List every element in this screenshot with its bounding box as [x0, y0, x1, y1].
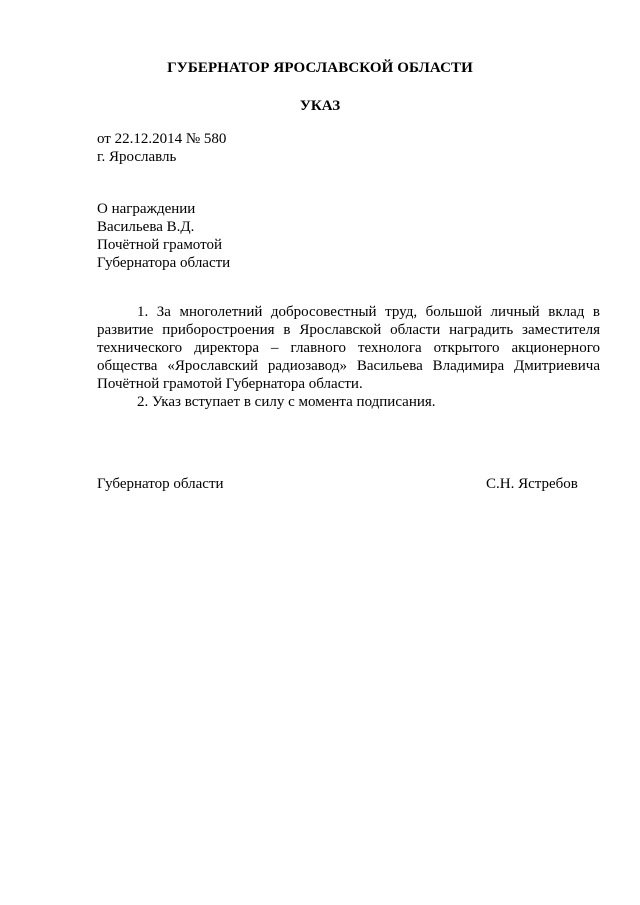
date-number: от 22.12.2014 № 580: [97, 131, 227, 147]
subject-line: Губернатора области: [97, 255, 231, 271]
doc-meta: [97, 130, 226, 166]
subject-line: Васильева В.Д.: [97, 219, 195, 235]
signature-name: С.Н. Ястребов: [486, 476, 578, 492]
doc-body: [97, 303, 600, 411]
org-title: ГУБЕРНАТОР ЯРОСЛАВСКОЙ ОБЛАСТИ: [167, 60, 473, 76]
body-paragraph: 1. За многолетний добросовестный труд, большой личный вклад в развитие приборостроения в Ярославской области наградить заместителя технического директора – главного технолога открытого акционерного общества «Ярославский радиозавод» Васильева Владимира Дмитриевича Почётной грамотой Губернатора области.: [97, 304, 600, 392]
signature-position: Губернатор области: [97, 476, 224, 492]
body-paragraph: 2. Указ вступает в силу с момента подписания.: [137, 394, 436, 410]
city: г. Ярославль: [97, 149, 177, 165]
subject-line: Почётной грамотой: [97, 237, 222, 253]
subject-line: О награждении: [97, 201, 196, 217]
doc-subject: [97, 200, 230, 272]
doc-type-heading: УКАЗ: [299, 98, 341, 114]
